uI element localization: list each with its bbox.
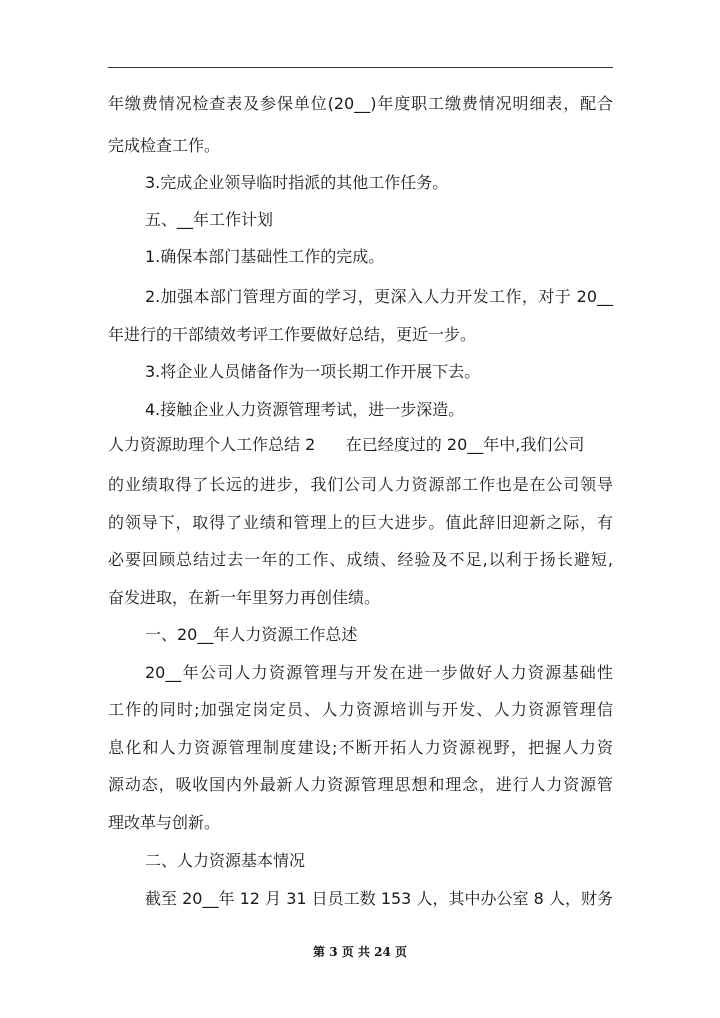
footer-middle: 页 共 (341, 945, 370, 959)
header-rule (108, 67, 613, 68)
paragraph-line: 的业绩取得了长远的进步，我们公司人力资源部工作也是在公司领导 (108, 475, 613, 494)
list-item: 2.加强本部门管理方面的学习，更深入人力开发工作，对于 20__ (145, 287, 613, 306)
article-title-line (108, 435, 613, 455)
footer-prefix: 第 (312, 945, 325, 959)
section-heading: 一、20__年人力资源工作总述 (145, 625, 358, 644)
paragraph-line: 20__年公司人力资源管理与开发在进一步做好人力资源基础性 (145, 663, 613, 682)
paragraph-line: 理改革与创新。 (108, 813, 221, 832)
total-pages-number: 24 (374, 945, 391, 959)
current-page-number: 3 (329, 945, 338, 959)
paragraph-line: 的领导下，取得了业绩和管理上的巨大进步。值此辞旧迎新之际，有 (108, 513, 613, 532)
page-footer (0, 944, 720, 960)
paragraph-line: 在已经度过的 20__年中,我们公司 (345, 435, 585, 454)
section-heading: 二、人力资源基本情况 (145, 851, 306, 870)
paragraph-line: 必要回顾总结过去一年的工作、成绩、经验及不足,以利于扬长避短, (108, 550, 613, 569)
list-item: 3.将企业人员储备作为一项长期工作开展下去。 (145, 362, 481, 381)
paragraph-line: 年进行的干部绩效考评工作要做好总结，更近一步。 (108, 325, 477, 344)
paragraph-line: 息化和人力资源管理制度建设;不断开拓人力资源视野，把握人力资 (108, 738, 613, 757)
paragraph-line: 源动态，吸收国内外最新人力资源管理思想和理念，进行人力资源管 (108, 775, 613, 794)
paragraph-line: 完成检查工作。 (108, 136, 221, 155)
list-item: 4.接触企业人力资源管理考试，进一步深造。 (145, 400, 465, 419)
section-heading: 五、__年工作计划 (145, 210, 274, 229)
paragraph-line: 工作的同时;加强定岗定员、人力资源培训与开发、人力资源管理信 (108, 700, 613, 719)
footer-suffix: 页 (395, 945, 408, 959)
list-item: 3.完成企业领导临时指派的其他工作任务。 (145, 173, 449, 192)
paragraph-line: 年缴费情况检查表及参保单位(20__)年度职工缴费情况明细表，配合 (108, 94, 613, 113)
paragraph-line: 截至 20__年 12 月 31 日员工数 153 人，其中办公室 8 人，财务 (145, 889, 613, 908)
article-title: 人力资源助理个人工作总结 2 (108, 435, 316, 454)
list-item: 1.确保本部门基础性工作的完成。 (145, 247, 385, 266)
paragraph-line: 奋发进取，在新一年里努力再创佳绩。 (108, 588, 381, 607)
